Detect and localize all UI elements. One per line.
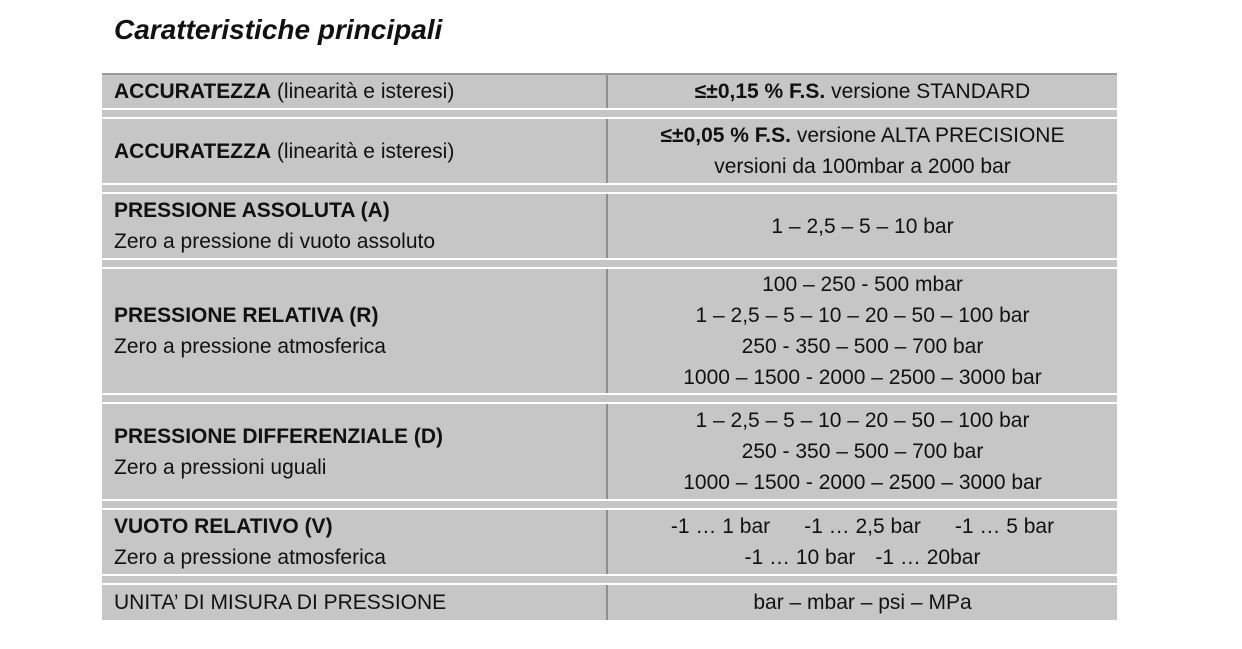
row-separator (102, 258, 1117, 269)
spec-label-bold: ACCURATEZZA (114, 80, 272, 103)
spec-label (102, 269, 608, 393)
range-line: bar – mbar – psi – MPa (753, 591, 972, 614)
spec-value (608, 75, 1117, 108)
spec-value (608, 194, 1117, 258)
vacuum-range: -1 … 20bar (875, 546, 981, 569)
range-line (671, 511, 1054, 542)
spec-label-note: Zero a pressione atmosferica (114, 546, 386, 569)
spec-label-note: Zero a pressioni uguali (114, 455, 327, 479)
spec-label-bold: PRESSIONE RELATIVA (R) (114, 304, 379, 327)
page-title: Caratteristiche principali (114, 14, 443, 45)
spec-label (102, 585, 608, 620)
range-line: 1 – 2,5 – 5 – 10 bar (771, 214, 954, 238)
spec-label (102, 194, 608, 258)
vacuum-range: -1 … 10 bar (744, 546, 856, 569)
range-line: 250 - 350 – 500 – 700 bar (741, 440, 984, 463)
spec-value (608, 269, 1117, 393)
spec-label-note: Zero a pressione di vuoto assoluto (114, 230, 436, 253)
vacuum-range: -1 … 5 bar (954, 515, 1055, 538)
range-line: 250 - 350 – 500 – 700 bar (741, 335, 984, 358)
range-line (745, 542, 981, 573)
table-row (102, 585, 1117, 620)
row-separator (102, 574, 1117, 585)
spec-label-bold: PRESSIONE ASSOLUTA (A) (114, 199, 390, 222)
spec-label-note: UNITA’ DI MISURA DI PRESSIONE (114, 591, 447, 614)
accuracy-value: ≤±0,05 % F.S. (660, 124, 791, 147)
vacuum-range: -1 … 1 bar (670, 515, 771, 538)
version-range: versioni da 100mbar a 2000 bar (714, 155, 1011, 178)
row-separator (102, 393, 1117, 404)
spec-table (102, 73, 1117, 620)
spec-label (102, 119, 608, 183)
table-row (102, 404, 1117, 499)
spec-value (608, 585, 1117, 620)
row-separator (102, 499, 1117, 510)
version-name: versione STANDARD (831, 80, 1031, 103)
spec-label-note: (linearità e isteresi) (276, 139, 455, 163)
row-separator (102, 183, 1117, 194)
range-line: 1 – 2,5 – 5 – 10 – 20 – 50 – 100 bar (695, 409, 1030, 432)
spec-label-bold: PRESSIONE DIFFERENZIALE (D) (114, 424, 444, 448)
spec-label-note: (linearità e isteresi) (276, 80, 455, 103)
spec-label (102, 510, 608, 574)
range-line: 1000 – 1500 - 2000 – 2500 – 3000 bar (683, 471, 1042, 494)
spec-label-bold: VUOTO RELATIVO (V) (114, 515, 333, 538)
spec-label (102, 404, 608, 499)
range-line: 1000 – 1500 - 2000 – 2500 – 3000 bar (683, 366, 1042, 389)
spec-value (608, 404, 1117, 499)
table-row (102, 269, 1117, 393)
table-row (102, 119, 1117, 183)
spec-value (608, 119, 1117, 183)
version-name: versione ALTA PRECISIONE (796, 124, 1065, 147)
vacuum-range: -1 … 2,5 bar (804, 515, 921, 538)
table-row (102, 510, 1117, 574)
accuracy-value: ≤±0,15 % F.S. (694, 80, 826, 103)
spec-label-bold: ACCURATEZZA (114, 139, 272, 163)
spec-label-note: Zero a pressione atmosferica (114, 335, 386, 358)
spec-label (102, 75, 608, 108)
table-row (102, 73, 1117, 108)
range-line: 1 – 2,5 – 5 – 10 – 20 – 50 – 100 bar (695, 304, 1030, 327)
table-row (102, 194, 1117, 258)
row-separator (102, 108, 1117, 119)
range-line: 100 – 250 - 500 mbar (762, 273, 963, 296)
spec-value (608, 510, 1117, 574)
